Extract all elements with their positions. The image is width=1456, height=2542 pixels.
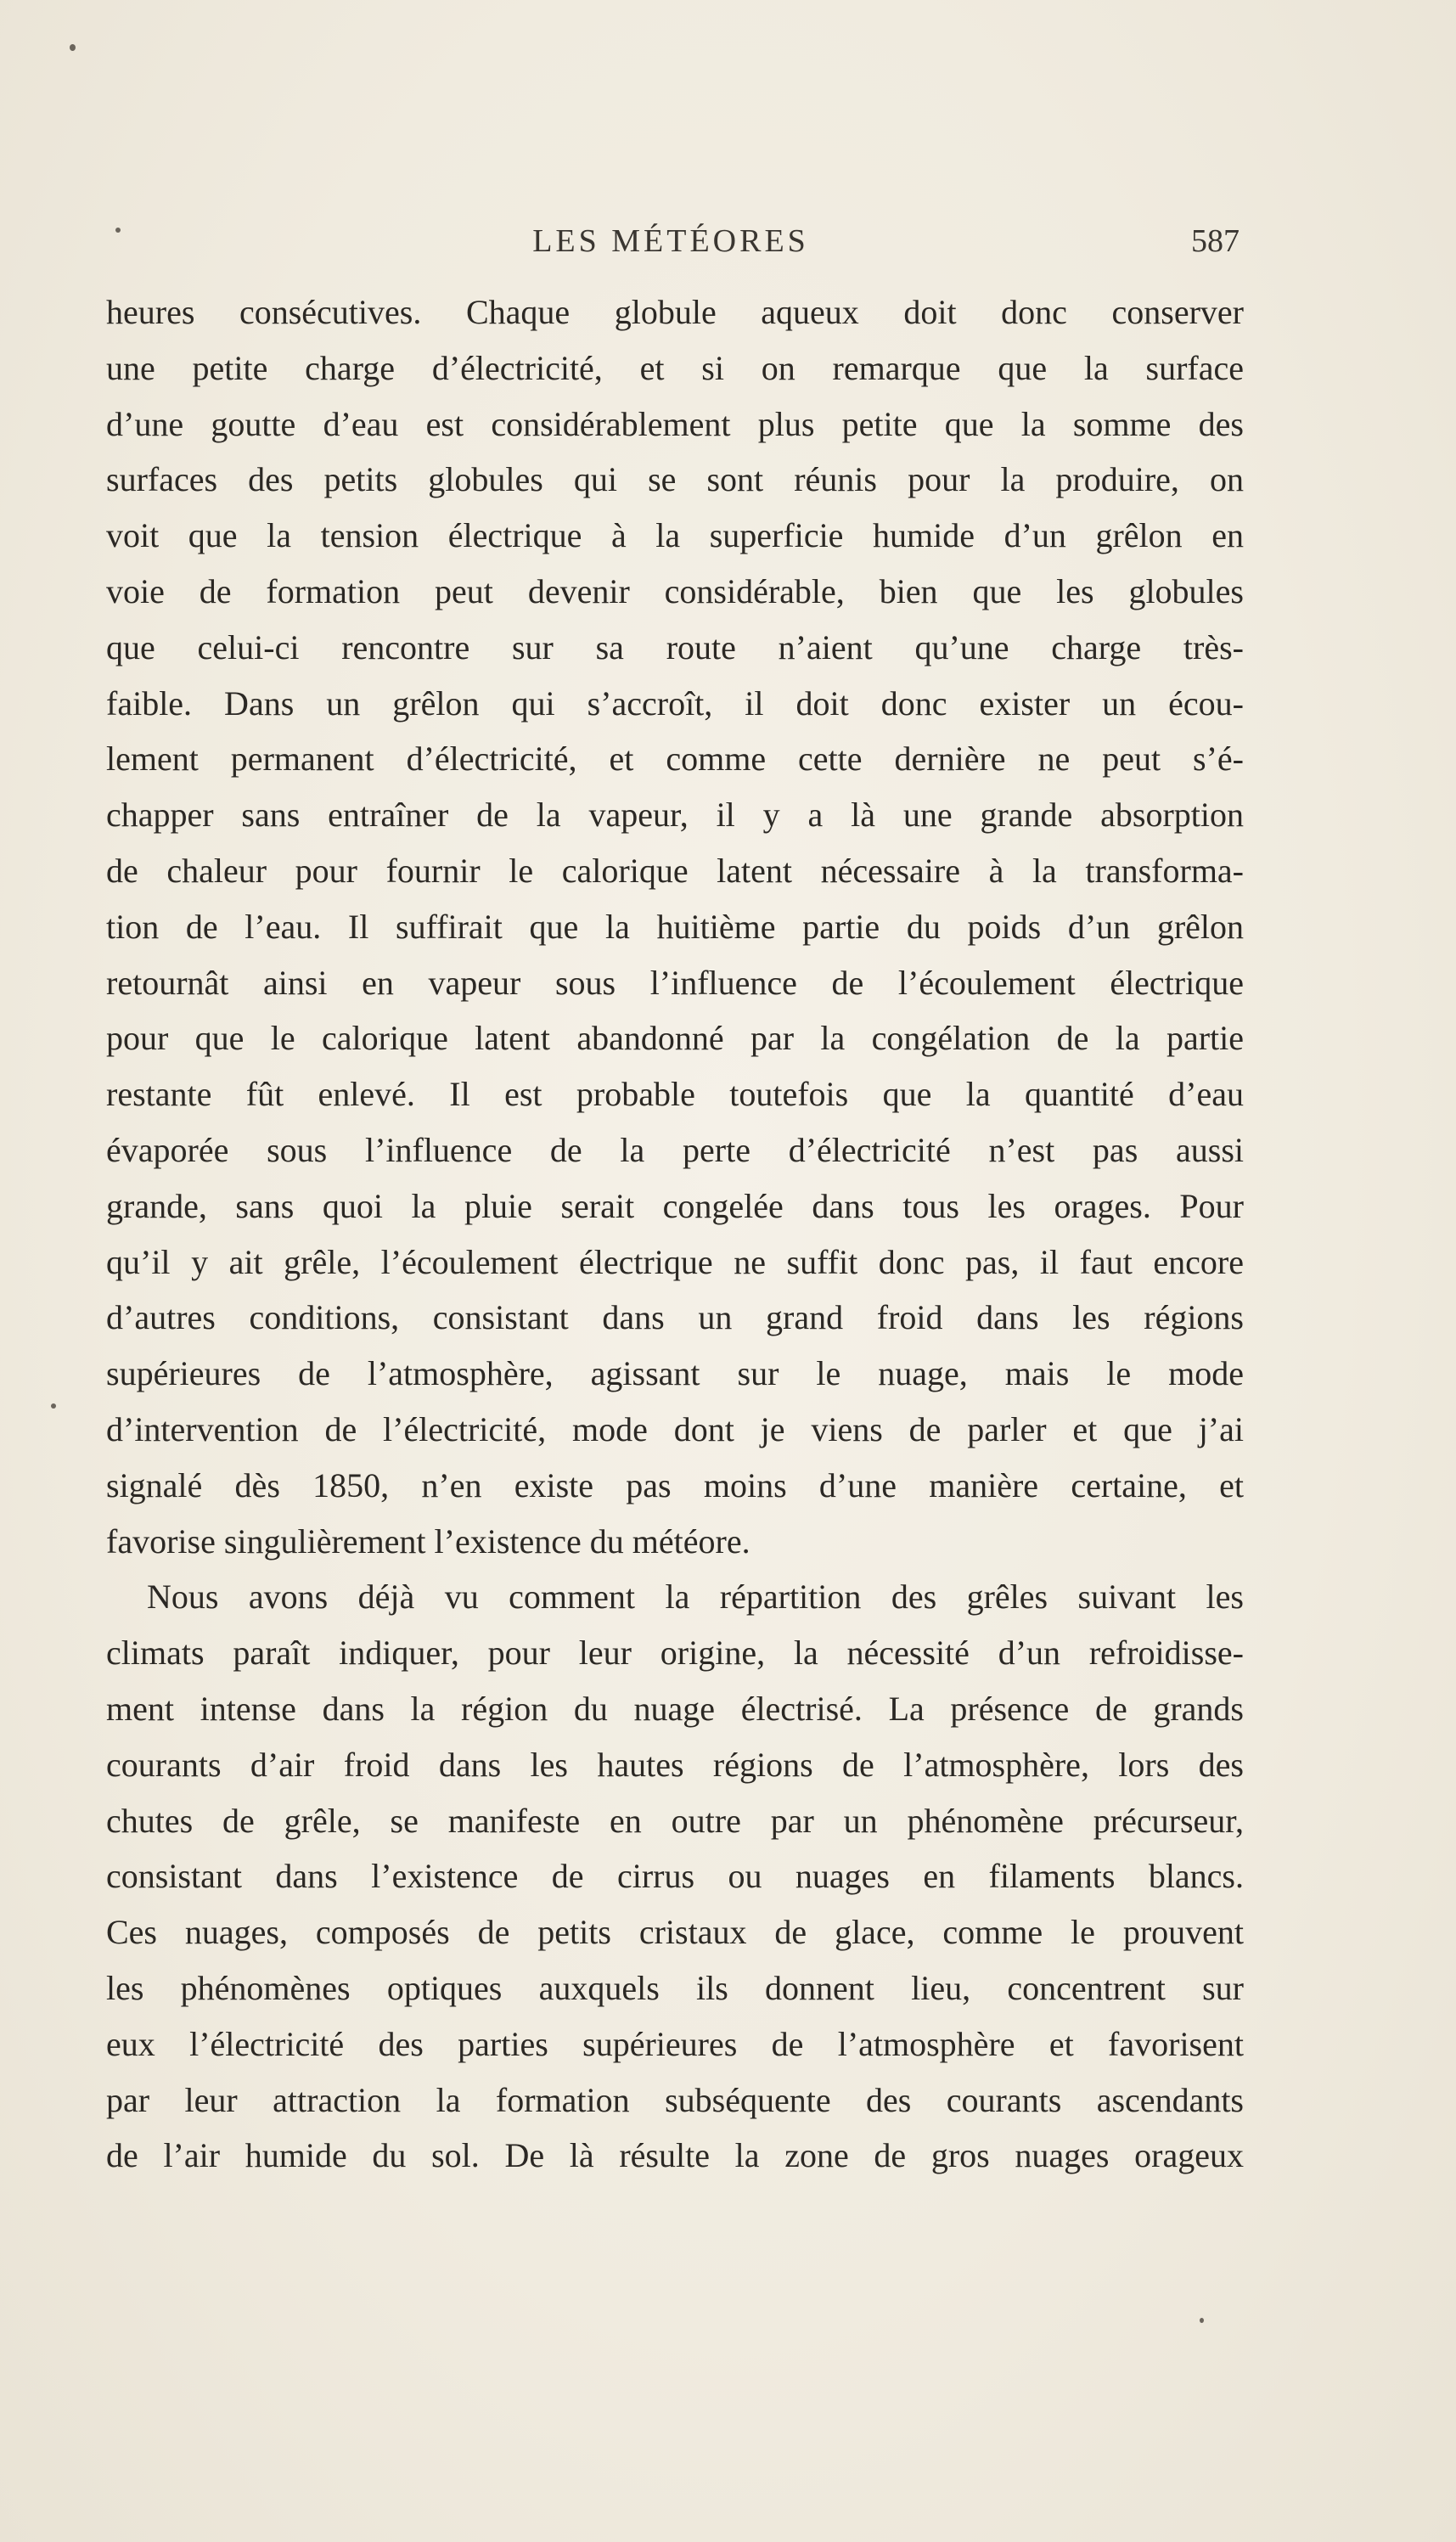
text-line: tion de l’eau. Il suffirait que la huitième partie du poids d’un grêlon bbox=[106, 907, 1244, 946]
text-line: favorise singulièrement l’existence du météore. bbox=[106, 1521, 750, 1561]
text-line: chutes de grêle, se manifeste en outre par un phénomène précurseur, bbox=[106, 1801, 1244, 1840]
text-line: surfaces des petits globules qui se sont réunis pour la produire, on bbox=[106, 460, 1244, 499]
text-line: eux l’électricité des parties supérieures de l’atmosphère et favorisent bbox=[106, 2024, 1244, 2063]
text-line: Ces nuages, composés de petits cristaux de glace, comme le prouvent bbox=[106, 1913, 1244, 1952]
text-line: de l’air humide du sol. De là résulte la zone de gros nuages orageux bbox=[106, 2136, 1244, 2175]
text-line: d’une goutte d’eau est considérablement plus petite que la somme des bbox=[106, 404, 1244, 443]
text-line: chapper sans entraîner de la vapeur, il y a là une grande absorption bbox=[106, 796, 1244, 835]
body-text bbox=[106, 284, 1244, 2184]
text-line: retournât ainsi en vapeur sous l’influence de l’écoulement électrique bbox=[106, 963, 1244, 1002]
text-line: signalé dès 1850, n’en existe pas moins d’une manière certaine, et bbox=[106, 1465, 1244, 1504]
text-line: supérieures de l’atmosphère, agissant sur le nuage, mais le mode bbox=[106, 1354, 1244, 1393]
text-line: évaporée sous l’influence de la perte d’électricité n’est pas aussi bbox=[106, 1130, 1244, 1169]
text-line: une petite charge d’électricité, et si on remarque que la surface bbox=[106, 348, 1244, 387]
text-line: voie de formation peut devenir considérable, bien que les globules bbox=[106, 571, 1244, 610]
text-line: d’intervention de l’électricité, mode dont je viens de parler et que j’ai bbox=[106, 1409, 1244, 1448]
text-line: que celui-ci rencontre sur sa route n’aient qu’une charge très- bbox=[106, 627, 1244, 666]
text-line: voit que la tension électrique à la superficie humide d’un grêlon en bbox=[106, 516, 1244, 555]
text-line: climats paraît indiquer, pour leur origine, la nécessité d’un refroidisse- bbox=[106, 1634, 1244, 1673]
page-header bbox=[102, 222, 1240, 265]
text-line: par leur attraction la formation subséquente des courants ascendants bbox=[106, 2080, 1244, 2119]
text-line: d’autres conditions, consistant dans un grand froid dans les régions bbox=[106, 1298, 1244, 1337]
text-line: courants d’air froid dans les hautes régions de l’atmosphère, lors des bbox=[106, 1745, 1244, 1784]
text-line: restante fût enlevé. Il est probable toutefois que la quantité d’eau bbox=[106, 1075, 1244, 1114]
text-line: faible. Dans un grêlon qui s’accroît, il doit donc exister un écou- bbox=[106, 683, 1244, 723]
text-line: les phénomènes optiques auxquels ils donnent lieu, concentrent sur bbox=[106, 1968, 1244, 2007]
ink-speck bbox=[51, 1403, 56, 1409]
text-line: lement permanent d’électricité, et comme cette dernière ne peut s’é- bbox=[106, 740, 1244, 779]
running-head: LES MÉTÉORES bbox=[532, 223, 809, 259]
page-number: 587 bbox=[1191, 223, 1240, 259]
text-line: pour que le calorique latent abandonné par la congélation de la partie bbox=[106, 1019, 1244, 1058]
text-line: grande, sans quoi la pluie serait congelée dans tous les orages. Pour bbox=[106, 1186, 1244, 1225]
text-line: Nous avons déjà vu comment la répartition des grêles suivant les bbox=[147, 1578, 1244, 1617]
text-line: consistant dans l’existence de cirrus ou nuages en filaments blancs. bbox=[106, 1857, 1244, 1896]
text-line: ment intense dans la région du nuage électrisé. La présence de grands bbox=[106, 1689, 1244, 1728]
ink-speck bbox=[1200, 2318, 1204, 2323]
ink-speck bbox=[70, 44, 76, 51]
text-line: qu’il y ait grêle, l’écoulement électrique ne suffit donc pas, il faut encore bbox=[106, 1242, 1244, 1281]
text-line: heures consécutives. Chaque globule aqueux doit donc conserver bbox=[106, 293, 1244, 331]
text-line: de chaleur pour fournir le calorique latent nécessaire à la transforma- bbox=[106, 851, 1244, 890]
